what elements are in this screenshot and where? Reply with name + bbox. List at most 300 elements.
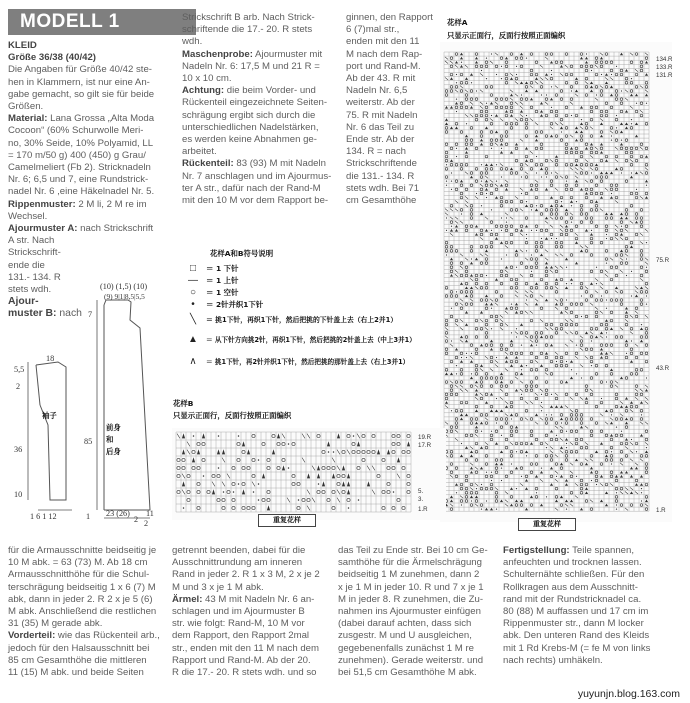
ssk-symbol-icon: [645, 422, 648, 424]
yarn-over-symbol-icon: [570, 475, 573, 478]
k2tog-symbol-icon: [491, 328, 492, 329]
yarn-over-symbol-icon: [615, 184, 618, 187]
yarn-over-symbol-icon: [635, 393, 638, 396]
yarn-over-symbol-icon: [635, 110, 638, 113]
yarn-over-symbol-icon: [465, 266, 468, 269]
yarn-over-symbol-icon: [327, 498, 330, 501]
cdd-symbol-icon: [460, 57, 463, 60]
yarn-over-symbol-icon: [505, 422, 508, 425]
k2tog-symbol-icon: [626, 275, 627, 276]
k2tog-symbol-icon: [631, 78, 632, 79]
yarn-over-symbol-icon: [520, 467, 523, 470]
schematic-top-labels: [100, 282, 147, 291]
yarn-over-symbol-icon: [460, 274, 463, 277]
yarn-over-symbol-icon: [540, 442, 543, 445]
dim-label: 23 (26): [106, 509, 130, 518]
yarn-over-symbol-icon: [590, 163, 593, 166]
k2tog-symbol-icon: [546, 447, 547, 448]
yarn-over-symbol-icon: [525, 122, 528, 125]
cdd-symbol-icon: [470, 495, 473, 498]
chart-b-row-label: 1.R: [418, 506, 428, 513]
yarn-over-symbol-icon: [445, 393, 448, 396]
ssk-symbol-icon: [545, 250, 548, 252]
yarn-over-symbol-icon: [530, 385, 533, 388]
yarn-over-symbol-icon: [600, 463, 603, 466]
cdd-symbol-icon: [520, 364, 523, 367]
yarn-over-symbol-icon: [402, 466, 405, 469]
dim-label: 2: [16, 382, 21, 391]
yarn-over-symbol-icon: [192, 450, 195, 453]
cdd-symbol-icon: [585, 463, 588, 466]
ssk-symbol-icon: [182, 474, 185, 479]
yarn-over-symbol-icon: [475, 278, 478, 281]
yarn-over-symbol-icon: [490, 377, 493, 380]
yarn-over-symbol-icon: [272, 434, 275, 437]
yarn-over-symbol-icon: [490, 233, 493, 236]
yarn-over-symbol-icon: [625, 159, 628, 162]
yarn-over-symbol-icon: [610, 311, 613, 314]
ssk-symbol-icon: [635, 492, 638, 494]
ssk-symbol-icon: [485, 217, 488, 219]
ssk-symbol-icon: [545, 373, 548, 375]
cdd-symbol-icon: [272, 449, 275, 454]
yarn-over-symbol-icon: [460, 90, 463, 93]
yarn-over-symbol-icon: [525, 135, 528, 138]
yarn-over-symbol-icon: [605, 291, 608, 294]
yarn-over-symbol-icon: [625, 147, 628, 150]
cdd-symbol-icon: [510, 487, 513, 490]
ssk-symbol-icon: [550, 328, 553, 330]
k2tog-symbol-icon: [253, 491, 255, 493]
yarn-over-symbol-icon: [470, 98, 473, 101]
ssk-symbol-icon: [645, 53, 648, 55]
yarn-over-symbol-icon: [620, 418, 623, 421]
k2tog-symbol-icon: [631, 340, 632, 341]
cdd-symbol-icon: [605, 81, 608, 84]
ssk-symbol-icon: [357, 434, 360, 439]
ssk-symbol-icon: [630, 410, 633, 412]
yarn-over-symbol-icon: [630, 151, 633, 154]
yarn-over-symbol-icon: [515, 307, 518, 310]
yarn-over-symbol-icon: [485, 65, 488, 68]
cdd-symbol-icon: [525, 204, 528, 207]
ssk-symbol-icon: [580, 336, 583, 338]
yarn-over-symbol-icon: [455, 122, 458, 125]
yarn-over-symbol-icon: [570, 98, 573, 101]
yarn-over-symbol-icon: [645, 147, 648, 150]
ssk-symbol-icon: [635, 291, 638, 293]
cdd-symbol-icon: [625, 471, 628, 474]
ssk-symbol-icon: [480, 237, 483, 239]
ssk-symbol-icon: [515, 82, 518, 84]
k2tog-symbol-icon: [238, 483, 240, 485]
yarn-over-symbol-icon: [590, 327, 593, 330]
ssk-symbol-icon: [625, 319, 628, 321]
k2tog-symbol-icon: [456, 99, 457, 100]
cdd-symbol-icon: [600, 196, 603, 199]
yarn-over-symbol-icon: [455, 86, 458, 89]
yarn-over-symbol-icon: [545, 53, 548, 56]
cdd-symbol-icon: [470, 454, 473, 457]
cdd-symbol-icon: [520, 372, 523, 375]
cdd-symbol-icon: [470, 274, 473, 277]
yarn-over-symbol-icon: [217, 498, 220, 501]
cdd-symbol-icon: [450, 500, 453, 503]
yarn-over-symbol-icon: [565, 422, 568, 425]
cdd-symbol-icon: [475, 393, 478, 396]
ssk-symbol-icon: [455, 270, 458, 272]
yarn-over-symbol-icon: [475, 327, 478, 330]
yarn-over-symbol-icon: [635, 196, 638, 199]
yarn-over-symbol-icon: [525, 385, 528, 388]
k2tog-symbol-icon: [566, 443, 567, 444]
yarn-over-symbol-icon: [525, 98, 528, 101]
yarn-over-symbol-icon: [545, 274, 548, 277]
cdd-symbol-icon: [520, 500, 523, 503]
cdd-symbol-icon: [450, 159, 453, 162]
k2tog-symbol-icon: [591, 230, 592, 231]
yarn-over-symbol-icon: [445, 159, 448, 162]
cdd-symbol-icon: [640, 401, 643, 404]
ssk-symbol-icon: [485, 418, 488, 420]
yarn-over-symbol-icon: [605, 483, 608, 486]
k2tog-symbol-icon: [506, 217, 507, 218]
yarn-over-symbol-icon: [560, 327, 563, 330]
ssk-symbol-icon: [595, 65, 598, 67]
yarn-over-symbol-icon: [455, 188, 458, 191]
k2tog-symbol-icon: [491, 480, 492, 481]
yarn-over-symbol-icon: [460, 106, 463, 109]
yarn-over-symbol-icon: [460, 196, 463, 199]
ssk-symbol-icon: [630, 53, 633, 55]
yarn-over-symbol-icon: [565, 213, 568, 216]
yarn-over-symbol-icon: [450, 270, 453, 273]
yarn-over-symbol-icon: [595, 86, 598, 89]
k2tog-symbol-icon: [446, 217, 447, 218]
cdd-symbol-icon: [620, 405, 623, 408]
yarn-over-symbol-icon: [520, 352, 523, 355]
yarn-over-symbol-icon: [550, 438, 553, 441]
cdd-symbol-icon: [490, 303, 493, 306]
yarn-over-symbol-icon: [505, 438, 508, 441]
cdd-symbol-icon: [625, 397, 628, 400]
yarn-over-symbol-icon: [575, 237, 578, 240]
ssk-symbol-icon: [460, 328, 463, 330]
cdd-symbol-icon: [480, 344, 483, 347]
k2tog-symbol-icon: [641, 488, 642, 489]
ssk-symbol-icon: [450, 475, 453, 477]
ssk-symbol-icon: [505, 369, 508, 371]
ssk-symbol-icon: [505, 500, 508, 502]
cdd-symbol-icon: [480, 446, 483, 449]
yarn-over-symbol-icon: [490, 168, 493, 171]
ssk-symbol-icon: [450, 209, 453, 211]
yarn-over-symbol-icon: [570, 311, 573, 314]
yarn-over-symbol-icon: [490, 434, 493, 437]
cdd-symbol-icon: [625, 122, 628, 125]
yarn-over-symbol-icon: [580, 213, 583, 216]
yarn-over-symbol-icon: [445, 319, 448, 322]
cdd-symbol-icon: [197, 449, 200, 454]
yarn-over-symbol-icon: [605, 86, 608, 89]
yarn-over-symbol-icon: [625, 81, 628, 84]
yarn-over-symbol-icon: [337, 474, 340, 477]
cdd-symbol-icon: [505, 360, 508, 363]
yarn-over-symbol-icon: [635, 159, 638, 162]
yarn-over-symbol-icon: [387, 482, 390, 485]
yarn-over-symbol-icon: [500, 282, 503, 285]
cdd-symbol-icon: [450, 106, 453, 109]
yarn-over-symbol-icon: [550, 233, 553, 236]
ssk-symbol-icon: [615, 229, 618, 231]
cdd-symbol-icon: [570, 360, 573, 363]
yarn-over-symbol-icon: [625, 151, 628, 154]
yarn-over-symbol-icon: [645, 291, 648, 294]
yarn-over-symbol-icon: [510, 122, 513, 125]
ssk-symbol-icon: [302, 458, 305, 463]
cdd-symbol-icon: [515, 143, 518, 146]
dim-label: 18: [46, 354, 55, 363]
yarn-over-symbol-icon: [362, 450, 365, 453]
cdd-symbol-icon: [465, 413, 468, 416]
ssk-symbol-icon: [495, 184, 498, 186]
yarn-over-symbol-icon: [252, 474, 255, 477]
cdd-symbol-icon: [555, 500, 558, 503]
ssk-symbol-icon: [640, 172, 643, 174]
k2tog-symbol-icon: [451, 172, 452, 173]
yarn-over-symbol-icon: [515, 209, 518, 212]
yarn-over-symbol-icon: [615, 393, 618, 396]
cdd-symbol-icon: [630, 401, 633, 404]
yarn-over-symbol-icon: [555, 356, 558, 359]
yarn-over-symbol-icon: [515, 77, 518, 80]
cdd-symbol-icon: [520, 323, 523, 326]
yarn-over-symbol-icon: [550, 360, 553, 363]
yarn-over-symbol-icon: [565, 352, 568, 355]
cdd-symbol-icon: [530, 344, 533, 347]
fertigstellung-text: Teile spannen, anfeuchten und trocknen lassen. Schulternähte schließen. Für den Rollkragen aus dem Ausschnitt- rand mit der Rundstricknadel ca. 80 (88) M auffassen und 17 cm im Rippenmuster str., dann M locker abk. Den unteren Rand des Kleids mit 1 Rd Krebs-M (= fe M von links nach rechts) umhäkeln.: [503, 545, 651, 666]
k2tog-symbol-icon: [486, 193, 487, 194]
k2tog-symbol-icon: [556, 435, 557, 436]
yarn-over-symbol-icon: [585, 401, 588, 404]
k2tog-symbol-icon: [606, 234, 607, 235]
yarn-over-symbol-icon: [450, 430, 453, 433]
cdd-symbol-icon: [480, 213, 483, 216]
ssk-symbol-icon: [455, 209, 458, 211]
yarn-over-symbol-icon: [475, 368, 478, 371]
cdd-symbol-icon: [560, 475, 563, 478]
k2tog-symbol-icon: [353, 435, 355, 437]
yarn-over-symbol-icon: [610, 61, 613, 64]
yarn-over-symbol-icon: [495, 291, 498, 294]
k2tog-symbol-icon: [451, 189, 452, 190]
ssk-symbol-icon: [470, 463, 473, 465]
ssk-symbol-icon: [500, 328, 503, 330]
rippen-paragraph: [8, 199, 176, 223]
cdd-symbol-icon: [600, 135, 603, 138]
cdd-symbol-icon: [600, 348, 603, 351]
yarn-over-symbol-icon: [480, 192, 483, 195]
yarn-over-symbol-icon: [635, 233, 638, 236]
yarn-over-symbol-icon: [600, 180, 603, 183]
cdd-symbol-icon: [500, 381, 503, 384]
yarn-over-symbol-icon: [645, 282, 648, 285]
ssk-symbol-icon: [560, 176, 563, 178]
yarn-over-symbol-icon: [475, 114, 478, 117]
cdd-symbol-icon: [575, 241, 578, 244]
k2tog-symbol-icon: [496, 164, 497, 165]
yarn-over-symbol-icon: [585, 217, 588, 220]
ssk-symbol-icon: [525, 303, 528, 305]
yarn-over-symbol-icon: [580, 151, 583, 154]
yarn-over-symbol-icon: [600, 299, 603, 302]
yarn-over-symbol-icon: [535, 463, 538, 466]
yarn-over-symbol-icon: [525, 217, 528, 220]
cdd-symbol-icon: [595, 336, 598, 339]
yarn-over-symbol-icon: [555, 200, 558, 203]
yarn-over-symbol-icon: [570, 414, 573, 417]
yarn-over-symbol-icon: [590, 106, 593, 109]
k2tog-symbol-icon: [521, 345, 522, 346]
ssk-symbol-icon: [645, 168, 648, 170]
ssk-symbol-icon: [590, 389, 593, 391]
ssk-symbol-icon: [307, 490, 310, 495]
ssk-symbol-icon: [625, 254, 628, 256]
yarn-over-symbol-icon: [475, 491, 478, 494]
yarn-over-symbol-icon: [455, 422, 458, 425]
yarn-over-symbol-icon: [292, 442, 295, 445]
yarn-over-symbol-icon: [465, 282, 468, 285]
yarn-over-symbol-icon: [465, 434, 468, 437]
yarn-over-symbol-icon: [550, 323, 553, 326]
yarn-over-symbol-icon: [500, 196, 503, 199]
yarn-over-symbol-icon: [465, 496, 468, 499]
k2tog-symbol-icon: [501, 66, 502, 67]
yarn-over-symbol-icon: [495, 381, 498, 384]
cdd-symbol-icon: [645, 180, 648, 183]
k2tog-symbol-icon: [531, 230, 532, 231]
yarn-over-symbol-icon: [490, 122, 493, 125]
yarn-over-symbol-icon: [565, 364, 568, 367]
ssk-symbol-icon: [495, 487, 498, 489]
yarn-over-symbol-icon: [485, 184, 488, 187]
k2tog-symbol-icon: [521, 193, 522, 194]
yarn-over-symbol-icon: [530, 204, 533, 207]
yarn-over-symbol-icon: [545, 135, 548, 138]
yarn-over-symbol-icon: [480, 377, 483, 380]
yarn-over-symbol-icon: [585, 163, 588, 166]
yarn-over-symbol-icon: [540, 229, 543, 232]
yarn-over-symbol-icon: [535, 336, 538, 339]
cdd-symbol-icon: [515, 500, 518, 503]
k2tog-symbol-icon: [501, 176, 502, 177]
cdd-symbol-icon: [535, 135, 538, 138]
cdd-symbol-icon: [620, 217, 623, 220]
cdd-symbol-icon: [470, 471, 473, 474]
k2tog-symbol-icon: [626, 353, 627, 354]
schematic-lines: [8, 280, 178, 532]
ssk-symbol-icon: [620, 270, 623, 272]
yarn-over-symbol-icon: [565, 233, 568, 236]
yarn-over-symbol-icon: [630, 373, 633, 376]
yarn-over-symbol-icon: [475, 450, 478, 453]
yarn-over-symbol-icon: [545, 98, 548, 101]
yarn-over-symbol-icon: [605, 364, 608, 367]
ssk-symbol-icon: [630, 451, 633, 453]
cdd-symbol-icon: [570, 500, 573, 503]
yarn-over-symbol-icon: [585, 69, 588, 72]
cdd-symbol-icon: [505, 266, 508, 269]
ssk-symbol-icon: [480, 73, 483, 75]
cdd-symbol-icon: [515, 303, 518, 306]
yarn-over-symbol-icon: [635, 217, 638, 220]
cdd-symbol-icon: [635, 94, 638, 97]
dim-label: 36: [14, 445, 23, 454]
yarn-over-symbol-icon: [485, 336, 488, 339]
yarn-over-symbol-icon: [485, 446, 488, 449]
ssk-symbol-icon: [307, 434, 310, 439]
yarn-over-symbol-icon: [545, 270, 548, 273]
cdd-symbol-icon: [565, 438, 568, 441]
yarn-over-symbol-icon: [635, 307, 638, 310]
ssk-symbol-icon: [630, 332, 633, 334]
cdd-symbol-icon: [407, 441, 410, 446]
yarn-over-symbol-icon: [485, 377, 488, 380]
ssk-symbol-icon: [590, 500, 593, 502]
ssk-symbol-icon: [540, 82, 543, 84]
yarn-over-symbol-icon: [490, 86, 493, 89]
yarn-over-symbol-icon: [550, 459, 553, 462]
cdd-symbol-icon: [495, 237, 498, 240]
cdd-symbol-icon: [630, 475, 633, 478]
yarn-over-symbol-icon: [485, 323, 488, 326]
yarn-over-symbol-icon: [392, 450, 395, 453]
yarn-over-symbol-icon: [530, 73, 533, 76]
k2tog-symbol-icon: [606, 336, 607, 337]
yarn-over-symbol-icon: [635, 192, 638, 195]
ssk-symbol-icon: [465, 200, 468, 202]
k2tog-symbol-icon: [516, 66, 517, 67]
k2tog-symbol-icon: [646, 377, 647, 378]
yarn-over-symbol-icon: [575, 303, 578, 306]
cdd-symbol-icon: [465, 311, 468, 314]
yarn-over-symbol-icon: [535, 332, 538, 335]
yarn-over-symbol-icon: [535, 377, 538, 380]
ssk-symbol-icon: [555, 508, 558, 510]
legend-text: ＝ 1 空针: [206, 287, 239, 297]
cdd-symbol-icon: [347, 481, 350, 486]
cdd-symbol-icon: [635, 295, 638, 298]
k2tog-symbol-icon: [521, 176, 522, 177]
cdd-symbol-icon: [615, 475, 618, 478]
yarn-over-symbol-icon: [630, 204, 633, 207]
yarn-over-symbol-icon: [640, 291, 643, 294]
cdd-symbol-icon: [242, 441, 245, 446]
yarn-over-symbol-icon: [182, 466, 185, 469]
yarn-over-symbol-icon: [242, 450, 245, 453]
yarn-over-symbol-icon: [362, 434, 365, 437]
k2tog-symbol-icon: [596, 94, 597, 95]
ssk-symbol-icon: [495, 102, 498, 104]
cdd-symbol-icon: [460, 413, 463, 416]
cdd-symbol-icon: [450, 258, 453, 261]
yarn-over-symbol-icon: [555, 159, 558, 162]
cdd-symbol-icon: [560, 495, 563, 498]
yarn-over-symbol-icon: [640, 143, 643, 146]
k2tog-symbol-icon: [566, 509, 567, 510]
ssk-symbol-icon: [177, 434, 180, 439]
chart-a-row-label: 1.R: [656, 507, 666, 514]
